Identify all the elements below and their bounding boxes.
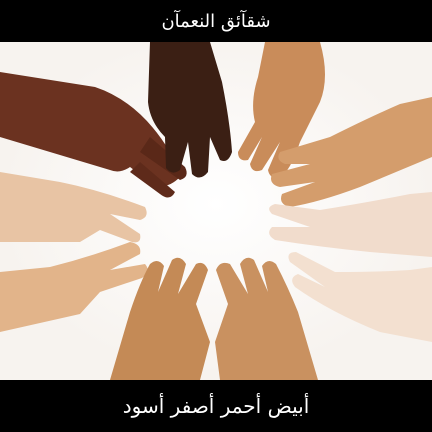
top-caption-bar (0, 0, 432, 42)
bottom-caption-bar (0, 380, 432, 432)
colors-caption: أبيض أحمر أصفر أسود (122, 394, 310, 418)
hands-circle-illustration (0, 42, 432, 380)
hands-circle-photo (0, 42, 432, 380)
image-title: شقآئق النعمآن (161, 10, 271, 32)
